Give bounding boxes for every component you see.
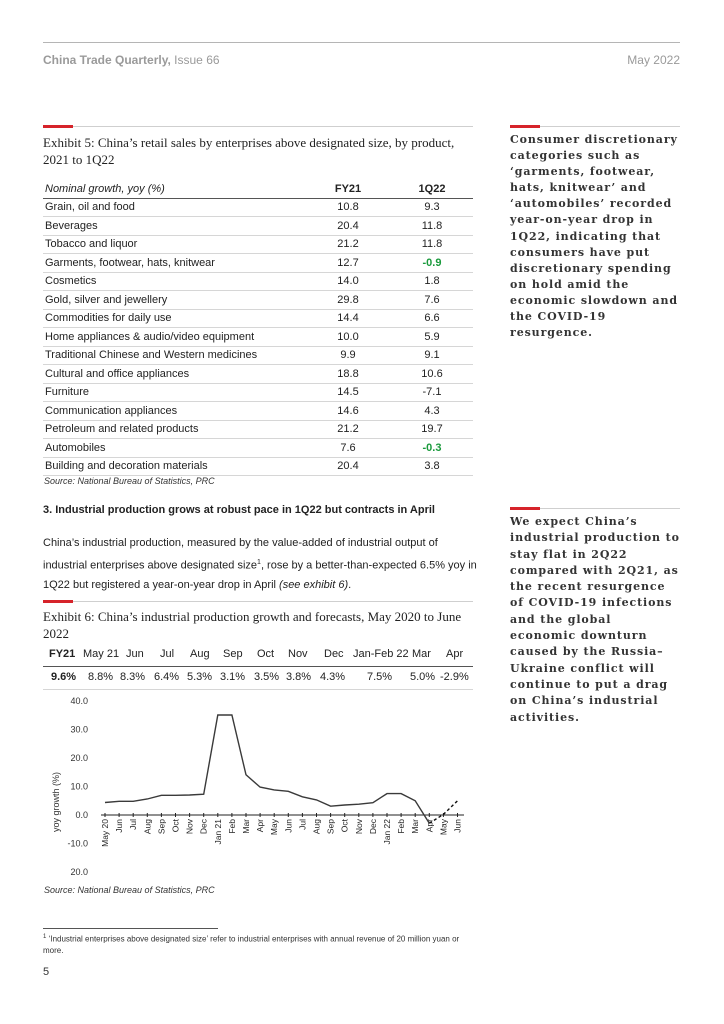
row-fy21: 29.8 — [305, 291, 389, 310]
y-tick-label: 0.0 — [75, 810, 88, 820]
table-row — [43, 198, 473, 217]
row-label: Grain, oil and food — [43, 198, 305, 217]
x-tick-label: May — [438, 819, 449, 836]
row-1q22: -0.9 — [389, 254, 473, 273]
y-tick-label: 20.0 — [70, 867, 88, 877]
table-row — [43, 457, 473, 476]
row-1q22: 4.3 — [389, 402, 473, 421]
strip-header-cell: Jun — [126, 648, 144, 660]
x-tick-label: Jul — [297, 819, 308, 830]
industrial-production-chart — [43, 692, 473, 884]
x-tick-label: Apr — [255, 819, 266, 833]
publication-title: China Trade Quarterly, Issue 66 — [43, 53, 220, 67]
x-tick-label: Nov — [353, 819, 364, 835]
x-tick-label: Oct — [170, 819, 181, 833]
strip-header-cell: May 21 — [83, 648, 120, 660]
footnote: $^1$ ‘Industrial enterprises above designated size’ refer to industrial enterprises with annual revenue of 20 million yuan or more. — [43, 934, 460, 955]
row-1q22: 11.8 — [389, 217, 473, 236]
x-tick-label: Apr — [424, 819, 435, 833]
strip-value-cell: 5.0% — [410, 671, 436, 683]
row-1q22: -7.1 — [389, 383, 473, 402]
retail-sales-table — [43, 180, 473, 476]
row-fy21: 14.0 — [305, 272, 389, 291]
row-label: Cosmetics — [43, 272, 305, 291]
row-fy21: 14.4 — [305, 309, 389, 328]
page-number: 5 — [43, 966, 50, 978]
table-row — [43, 383, 473, 402]
strip-header-cell: Mar — [412, 648, 431, 660]
strip-header-cell: Dec — [324, 648, 344, 660]
strip-header-cell: Nov — [288, 648, 308, 660]
row-label: Traditional Chinese and Western medicines — [43, 346, 305, 365]
strip-value-cell: -2.9% — [440, 671, 469, 683]
row-fy21: 21.2 — [305, 420, 389, 439]
x-tick-label: Mar — [241, 819, 251, 834]
exhibit5-rule — [43, 126, 473, 127]
row-label: Communication appliances — [43, 402, 305, 421]
strip-header-cell: FY21 — [49, 648, 76, 660]
row-fy21: 20.4 — [305, 217, 389, 236]
row-fy21: 14.5 — [305, 383, 389, 402]
x-tick-label: Nov — [184, 819, 195, 835]
footnote-rule — [43, 928, 218, 929]
table-row — [43, 402, 473, 421]
y-tick-label: 40.0 — [70, 696, 88, 706]
row-label: Garments, footwear, hats, knitwear — [43, 254, 305, 273]
row-fy21: 18.8 — [305, 365, 389, 384]
row-fy21: 9.9 — [305, 346, 389, 365]
row-label: Gold, silver and jewellery — [43, 291, 305, 310]
x-tick-label: Aug — [142, 819, 153, 835]
table-row — [43, 346, 473, 365]
table-row — [43, 365, 473, 384]
x-tick-label: Sep — [325, 819, 336, 835]
x-tick-label: Oct — [339, 819, 350, 833]
strip-value-cell: 7.5% — [367, 671, 393, 683]
header-rule — [43, 42, 680, 43]
y-tick-label: -10.0 — [67, 838, 88, 849]
actual-series-line — [105, 715, 429, 823]
x-tick-label: Mar — [410, 819, 421, 834]
row-label: Petroleum and related products — [43, 420, 305, 439]
y-tick-label: 20.0 — [70, 753, 88, 763]
header-1q22: 1Q22 — [389, 180, 473, 198]
y-axis-label: yoy growth (%) — [51, 771, 61, 833]
exhibit6-title: Exhibit 6: China’s industrial production growth and forecasts, May 2020 to June 2022 — [43, 609, 462, 641]
strip-header-cell: Jan-Feb 22 — [353, 648, 409, 660]
strip-divider — [43, 666, 473, 667]
row-1q22: -0.3 — [389, 439, 473, 458]
exhibit6-rule — [43, 601, 473, 602]
section3-heading: 3. Industrial production grows at robust pace in 1Q22 but contracts in April — [43, 504, 435, 516]
x-tick-label: Jun — [452, 819, 463, 833]
sidebar1-text: Consumer discretionary categories such as ‘garments, footwear, hats, knitwear’ and ‘automobiles’ recorded year-on-year drop in 1Q22, indicating that consumers have put discretionary spending on hold amid the economic slowdown and the COVID-19 resurgence. — [510, 133, 678, 340]
sidebar1-accent — [510, 125, 540, 128]
x-tick-label: Jan 22 — [382, 819, 392, 845]
x-tick-label: Dec — [198, 819, 209, 835]
row-1q22: 6.6 — [389, 309, 473, 328]
exhibit5-title: Exhibit 5: China’s retail sales by enterprises above designated size, by product, 2021 to 1Q22 — [43, 135, 455, 167]
strip-value-cell: 3.8% — [286, 671, 312, 683]
exhibit-ref: (see exhibit 6) — [279, 578, 349, 591]
strip-value-cell: 3.1% — [220, 671, 246, 683]
table-row — [43, 272, 473, 291]
row-label: Furniture — [43, 383, 305, 402]
issue-number: Issue 66 — [174, 53, 220, 67]
section3-paragraph: China’s industrial production, measured by the value-added of industrial output of industrial enterprises above designated size$^1$, rose by a better-than-expected 6.5% yoy in 1Q22 but registered a year-on-year drop in April (see exhibit 6). — [43, 537, 477, 591]
strip-header-cell: Oct — [257, 648, 275, 660]
sidebar2-text: We expect China’s industrial production to stay flat in 2Q22 compared with 2Q21, as the recent resurgence of COVID-19 infections and the global economic downturn caused by the Russia–Ukraine conflict will continue to put a drag on China’s industrial activities. — [510, 515, 680, 724]
row-fy21: 10.0 — [305, 328, 389, 347]
exhibit5-source: Source: National Bureau of Statistics, PRC — [44, 476, 215, 486]
row-1q22: 19.7 — [389, 420, 473, 439]
y-axis-ticks — [67, 696, 88, 877]
strip-value-cell: 9.6% — [51, 671, 77, 683]
exhibit6-source: Source: National Bureau of Statistics, PRC — [44, 885, 215, 895]
strip-header-cell: Apr — [446, 648, 464, 660]
table-row — [43, 328, 473, 347]
table-row — [43, 235, 473, 254]
table-row — [43, 254, 473, 273]
strip-value-cell: 8.3% — [120, 671, 146, 683]
strip-value-cell: 5.3% — [187, 671, 213, 683]
y-tick-label: 10.0 — [70, 781, 88, 792]
x-tick-label: May 20 — [100, 819, 110, 847]
strip-value-row — [43, 671, 473, 687]
x-tick-label: Feb — [226, 819, 237, 834]
exhibit5-accent — [43, 125, 73, 128]
row-1q22: 1.8 — [389, 272, 473, 291]
row-label: Tobacco and liquor — [43, 235, 305, 254]
row-1q22: 5.9 — [389, 328, 473, 347]
row-label: Beverages — [43, 217, 305, 236]
strip-value-cell: 8.8% — [88, 671, 114, 683]
x-tick-label: Jun — [283, 819, 294, 833]
row-1q22: 9.1 — [389, 346, 473, 365]
row-1q22: 3.8 — [389, 457, 473, 476]
table-row — [43, 217, 473, 236]
x-tick-label: Aug — [311, 819, 322, 835]
x-tick-label: May — [269, 819, 280, 836]
strip-header-row — [43, 648, 473, 664]
x-tick-label: Sep — [156, 819, 167, 835]
row-1q22: 10.6 — [389, 365, 473, 384]
row-label: Cultural and office appliances — [43, 365, 305, 384]
row-label: Automobiles — [43, 439, 305, 458]
footnote-ref: 1 — [257, 559, 261, 566]
row-1q22: 9.3 — [389, 198, 473, 217]
strip-value-cell: 3.5% — [254, 671, 280, 683]
exhibit6-accent — [43, 600, 73, 603]
table-row — [43, 309, 473, 328]
y-tick-label: 30.0 — [70, 724, 88, 735]
x-tick-label: Jun — [114, 819, 125, 833]
table-row — [43, 291, 473, 310]
row-fy21: 21.2 — [305, 235, 389, 254]
strip-header-cell: Sep — [223, 648, 243, 660]
row-fy21: 20.4 — [305, 457, 389, 476]
sidebar2-accent — [510, 507, 540, 510]
table-header-row — [43, 180, 473, 198]
strip-value-cell: 4.3% — [320, 671, 346, 683]
row-label: Commodities for daily use — [43, 309, 305, 328]
strip-value-cell: 6.4% — [154, 671, 180, 683]
row-1q22: 11.8 — [389, 235, 473, 254]
strip-header-cell: Jul — [160, 648, 175, 660]
header-label: Nominal growth, yoy (%) — [43, 180, 305, 198]
row-fy21: 14.6 — [305, 402, 389, 421]
row-label: Building and decoration materials — [43, 457, 305, 476]
table-row — [43, 439, 473, 458]
row-fy21: 12.7 — [305, 254, 389, 273]
x-tick-label: Feb — [396, 819, 407, 834]
row-label: Home appliances & audio/video equipment — [43, 328, 305, 347]
row-1q22: 7.6 — [389, 291, 473, 310]
publication-date: May 2022 — [627, 53, 680, 67]
x-tick-label: Dec — [367, 819, 378, 835]
row-fy21: 7.6 — [305, 439, 389, 458]
table-row — [43, 420, 473, 439]
strip-bottom-rule — [43, 689, 473, 690]
x-axis-ticks — [100, 813, 463, 847]
row-fy21: 10.8 — [305, 198, 389, 217]
x-tick-label: Jul — [128, 819, 139, 830]
strip-header-cell: Aug — [190, 648, 210, 660]
x-tick-label: Jan 21 — [212, 819, 223, 845]
header-fy21: FY21 — [305, 180, 389, 198]
